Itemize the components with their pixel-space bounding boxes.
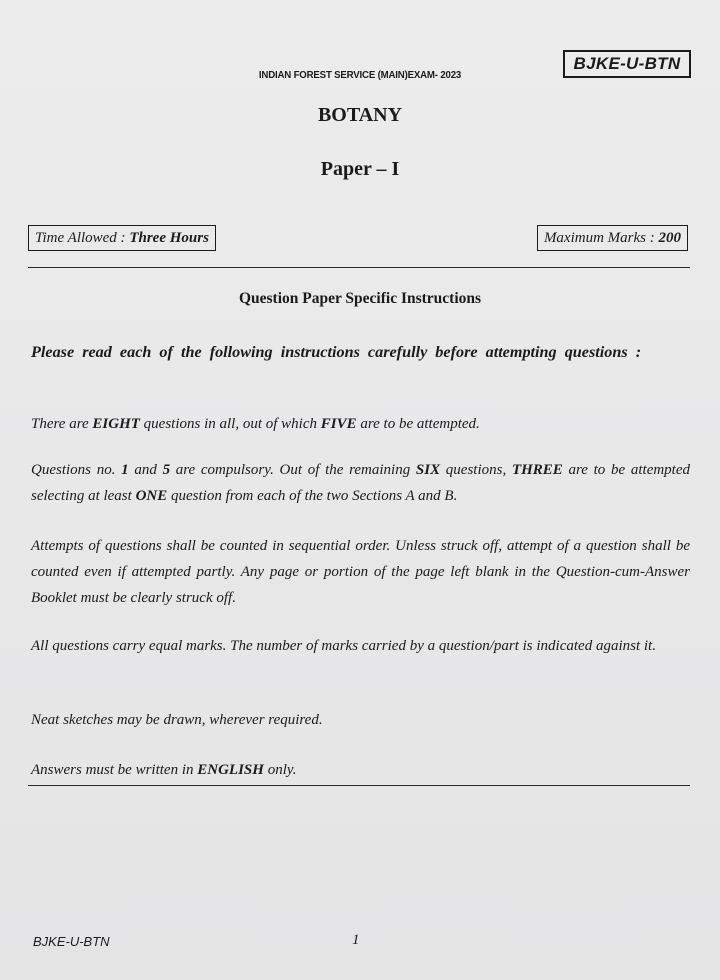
page-number: 1 <box>352 932 360 948</box>
maximum-marks-box <box>537 225 688 251</box>
instruction-sketches: Neat sketches may be drawn, wherever required. <box>31 712 323 728</box>
text-run: question from each of the two Sections A and B. <box>167 488 458 504</box>
text-run: There are <box>31 416 93 432</box>
text-run: are compulsory. Out of the remaining <box>170 462 416 478</box>
instruction-compulsory-questions <box>31 457 690 509</box>
time-allowed-box <box>28 225 216 251</box>
paper-code: BJKE-U-BTN <box>573 54 681 73</box>
instruction-language <box>31 757 690 783</box>
instructions-lead: Please read each of the following instructions carefully before attempting questions : <box>31 343 642 361</box>
emphasis: 5 <box>162 462 171 478</box>
text-run: Answers must be written in <box>31 762 198 778</box>
text-run: Questions no. <box>31 462 122 478</box>
emphasis: EIGHT <box>92 416 140 432</box>
emphasis: SIX <box>415 462 441 478</box>
text-run: questions, <box>440 462 512 478</box>
emphasis: ENGLISH <box>197 762 264 778</box>
maximum-marks-value: 200 <box>658 229 681 246</box>
maximum-marks-label: Maximum Marks : <box>543 229 659 246</box>
emphasis: THREE <box>511 462 563 478</box>
text-run: only. <box>263 762 297 778</box>
time-allowed-value: Three Hours <box>129 229 209 246</box>
time-allowed-label: Time Allowed : <box>35 229 130 246</box>
emphasis: 1 <box>121 462 129 478</box>
text-run: are to be attempted selecting at least <box>31 462 691 504</box>
emphasis: FIVE <box>320 416 357 432</box>
footer-paper-code: BJKE-U-BTN <box>33 934 110 949</box>
exam-name: INDIAN FOREST SERVICE (MAIN)EXAM- 2023 <box>258 69 462 81</box>
emphasis: ONE <box>135 488 168 504</box>
text-run: are to be attempted. <box>356 416 480 432</box>
instruction-question-count <box>31 411 690 437</box>
instruction-sequential-order: Attempts of questions shall be counted in sequential order. Unless struck off, attempt of a question shall be counted even if attempted partly. Any page or portion of the page left blank in the Question-cum-Answer Booklet must be clearly struck off. <box>31 538 690 606</box>
paper-title: Paper – I <box>320 158 400 180</box>
bottom-divider <box>28 785 690 786</box>
subject-title: BOTANY <box>317 104 403 126</box>
instructions-heading: Question Paper Specific Instructions <box>238 290 482 307</box>
top-divider <box>28 267 690 268</box>
text-run: and <box>128 462 163 478</box>
instruction-equal-marks: All questions carry equal marks. The number of marks carried by a question/part is indicated against it. <box>31 638 656 654</box>
text-run: questions in all, out of which <box>139 416 321 432</box>
